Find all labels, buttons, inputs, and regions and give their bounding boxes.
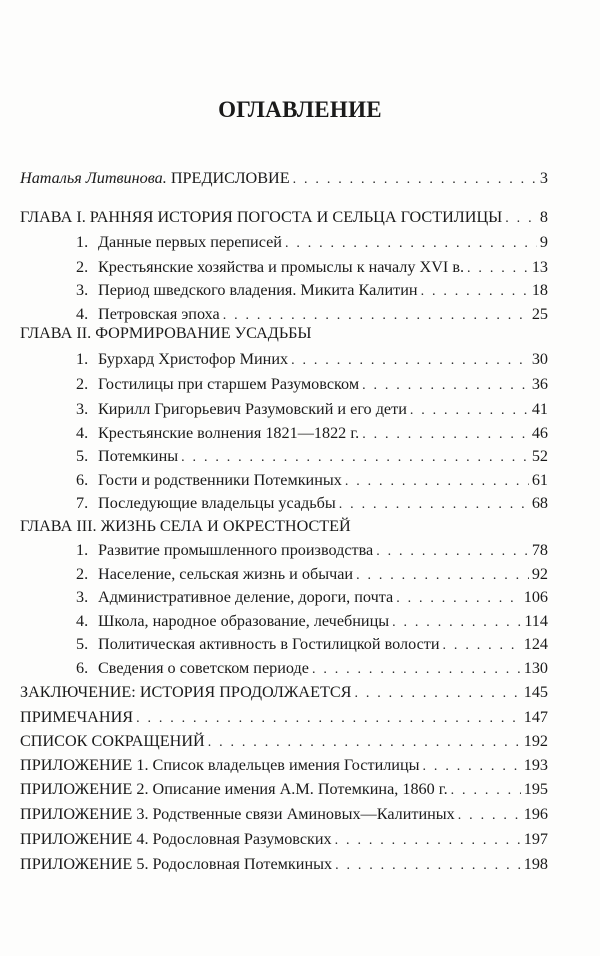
toc-entry-section[interactable] xyxy=(76,279,548,301)
section-title: Данные первых переписей xyxy=(98,233,282,251)
section-title: Крестьянские волнения 1821—1822 г. xyxy=(98,424,360,442)
section-number: 4. xyxy=(76,424,89,442)
leader-dots xyxy=(181,447,529,469)
toc-entry-chapter[interactable] xyxy=(20,322,548,344)
leader-dots xyxy=(345,471,529,493)
leader-dots xyxy=(339,494,529,516)
section-title: Гостилицы при старшем Разумовском xyxy=(98,375,360,393)
leader-dots xyxy=(392,612,521,634)
leader-dots xyxy=(312,659,521,681)
page-number: 61 xyxy=(531,471,548,489)
leader-dots xyxy=(467,258,529,280)
leader-dots xyxy=(354,683,520,705)
leader-dots xyxy=(423,756,521,778)
page-number: 147 xyxy=(523,708,548,726)
toc-entry-chapter[interactable] xyxy=(20,206,548,228)
toc-entry-conclusion[interactable] xyxy=(20,681,548,703)
toc-entry-section[interactable] xyxy=(76,348,548,370)
preface-title: ПРЕДИСЛОВИЕ xyxy=(170,169,290,187)
page-number: 195 xyxy=(523,780,548,798)
leader-dots xyxy=(396,588,521,610)
toc-entry-section[interactable] xyxy=(76,610,548,632)
leader-dots xyxy=(208,732,521,754)
section-number: 3. xyxy=(76,400,89,418)
chapter-title: ГЛАВА I. РАННЯЯ ИСТОРИЯ ПОГОСТА И СЕЛЬЦА ГОСТИЛИЦЫ xyxy=(20,208,503,226)
leader-dots xyxy=(356,565,529,587)
leader-dots xyxy=(505,208,537,230)
toc-entry-section[interactable] xyxy=(76,633,548,655)
leader-dots xyxy=(421,281,529,303)
page-number: 124 xyxy=(523,635,548,653)
leader-dots xyxy=(376,541,529,563)
leader-dots xyxy=(451,780,521,802)
page-number: 198 xyxy=(523,855,548,873)
section-title: Крестьянские хозяйства и промыслы к началу XVI в. xyxy=(98,258,465,276)
section-title: Политическая активность в Гостилицкой волости xyxy=(98,635,440,653)
toc-entry-section[interactable] xyxy=(76,398,548,420)
section-number: 6. xyxy=(76,471,89,489)
page-number: 192 xyxy=(523,732,548,750)
toc-entry-section[interactable] xyxy=(76,539,548,561)
page-number: 68 xyxy=(531,494,548,512)
section-number: 5. xyxy=(76,635,89,653)
toc-entry-section[interactable] xyxy=(76,445,548,467)
section-title: Гости и родственники Потемкиных xyxy=(98,471,342,489)
entry-title: ПРИЛОЖЕНИЕ 4. Родословная Разумовских xyxy=(20,830,332,848)
section-number: 1. xyxy=(76,541,89,559)
entry-title: СПИСОК СОКРАЩЕНИЙ xyxy=(20,732,205,750)
section-title: Развитие промышленного производства xyxy=(98,541,374,559)
page-title: ОГЛАВЛЕНИЕ xyxy=(218,97,382,122)
section-number: 5. xyxy=(76,447,89,465)
leader-dots xyxy=(410,400,529,422)
toc-entry-section[interactable] xyxy=(76,657,548,679)
toc-entry-section[interactable] xyxy=(76,256,548,278)
toc-entry-section[interactable] xyxy=(76,422,548,444)
entry-title: ЗАКЛЮЧЕНИЕ: ИСТОРИЯ ПРОДОЛЖАЕТСЯ xyxy=(20,683,352,701)
section-title: Кирилл Григорьевич Разумовский и его дети xyxy=(98,400,407,418)
toc-entry-abbreviations[interactable] xyxy=(20,730,548,752)
leader-dots xyxy=(362,424,529,446)
preface-author: Наталья Литвинова. xyxy=(20,169,167,187)
section-title: Население, сельская жизнь и обычаи xyxy=(98,565,354,583)
toc-entry-section[interactable] xyxy=(76,563,548,585)
toc-entry-appendix[interactable] xyxy=(20,803,548,825)
leader-dots xyxy=(291,350,529,372)
page-number: 78 xyxy=(531,541,548,559)
page-number: 8 xyxy=(539,208,548,226)
leader-dots xyxy=(443,635,521,657)
leader-dots xyxy=(458,805,521,827)
toc-entry-appendix[interactable] xyxy=(20,778,548,800)
section-number: 4. xyxy=(76,305,89,323)
section-title: Сведения о советском периоде xyxy=(98,659,309,677)
section-number: 4. xyxy=(76,612,89,630)
page-number: 3 xyxy=(539,169,548,187)
entry-title: ПРИМЕЧАНИЯ xyxy=(20,708,134,726)
page-number: 114 xyxy=(524,612,548,630)
page-number: 92 xyxy=(531,565,548,583)
leader-dots xyxy=(136,708,521,730)
section-title: Потемкины xyxy=(98,447,179,465)
toc-entry-section[interactable] xyxy=(76,231,548,253)
leader-dots xyxy=(362,375,529,397)
page-number: 196 xyxy=(523,805,548,823)
section-number: 2. xyxy=(76,375,89,393)
section-number: 1. xyxy=(76,350,89,368)
section-number: 2. xyxy=(76,258,89,276)
section-title: Административное деление, дороги, почта xyxy=(98,588,394,606)
section-title: Бурхард Христофор Миних xyxy=(98,350,289,368)
page-number: 52 xyxy=(531,447,548,465)
leader-dots xyxy=(285,233,537,255)
page-number: 36 xyxy=(531,375,548,393)
toc-entry-section[interactable] xyxy=(76,586,548,608)
leader-dots xyxy=(335,855,521,877)
page-number: 18 xyxy=(531,281,548,299)
section-title: Последующие владельцы усадьбы xyxy=(98,494,336,512)
page-number: 106 xyxy=(523,588,548,606)
toc-entry-label xyxy=(20,167,290,189)
toc-entry-appendix[interactable] xyxy=(20,853,548,875)
page-number: 193 xyxy=(523,756,548,774)
toc-entry-section[interactable] xyxy=(76,492,548,514)
page-number: 41 xyxy=(531,400,548,418)
toc-entry-section[interactable] xyxy=(76,469,548,491)
toc-entry-appendix[interactable] xyxy=(20,754,548,776)
section-number: 7. xyxy=(76,494,89,512)
section-title: Школа, народное образование, лечебницы xyxy=(98,612,390,630)
leader-dots xyxy=(335,830,521,852)
page-number: 13 xyxy=(531,258,548,276)
section-number: 6. xyxy=(76,659,89,677)
page-number: 25 xyxy=(531,305,548,323)
page-number: 30 xyxy=(531,350,548,368)
page-number: 9 xyxy=(539,233,548,251)
section-number: 2. xyxy=(76,565,89,583)
entry-title: ПРИЛОЖЕНИЕ 2. Описание имения А.М. Потемкина, 1860 г. xyxy=(20,780,448,798)
page-number: 130 xyxy=(523,659,548,677)
page-number: 197 xyxy=(523,830,548,848)
section-title: Период шведского владения. Микита Калитин xyxy=(98,281,418,299)
entry-title: ПРИЛОЖЕНИЕ 1. Список владельцев имения Гостилицы xyxy=(20,756,420,774)
toc-entry-preface[interactable] xyxy=(20,167,548,189)
toc-entry-notes[interactable] xyxy=(20,706,548,728)
section-number: 3. xyxy=(76,281,89,299)
entry-title: ПРИЛОЖЕНИЕ 5. Родословная Потемкиных xyxy=(20,855,333,873)
leader-dots xyxy=(293,169,537,191)
entry-title: ПРИЛОЖЕНИЕ 3. Родственные связи Аминовых—Калитиных xyxy=(20,805,455,823)
section-title: Петровская эпоха xyxy=(98,305,220,323)
section-number: 1. xyxy=(76,233,89,251)
page-number: 145 xyxy=(523,683,548,701)
chapter-title: ГЛАВА II. ФОРМИРОВАНИЕ УСАДЬБЫ xyxy=(20,324,312,342)
toc-entry-chapter[interactable] xyxy=(20,515,548,537)
section-number: 3. xyxy=(76,588,89,606)
page-number: 46 xyxy=(531,424,548,442)
toc-entry-section[interactable] xyxy=(76,373,548,395)
toc-entry-appendix[interactable] xyxy=(20,828,548,850)
chapter-title: ГЛАВА III. ЖИЗНЬ СЕЛА И ОКРЕСТНОСТЕЙ xyxy=(20,517,351,535)
